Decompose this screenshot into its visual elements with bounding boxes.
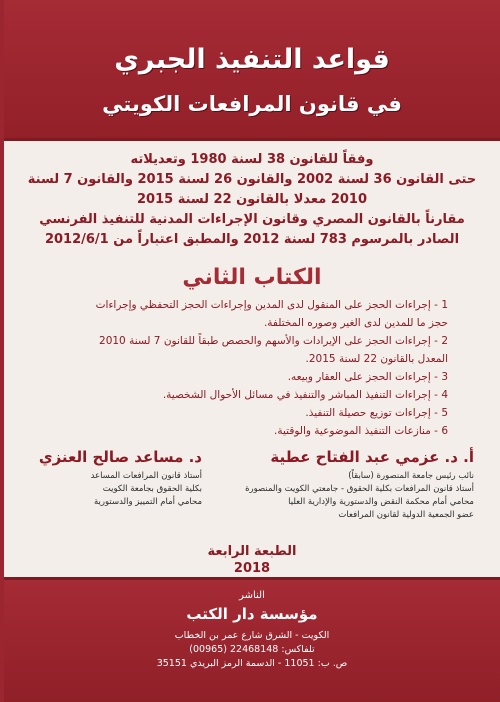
contents-item: 5 - إجراءات توزيع حصيلة التنفيذ.	[305, 407, 448, 419]
publisher-address: الكويت - الشرق شارع عمر بن الخطاب	[174, 630, 330, 641]
publisher-phone: تلفاكس: 22468148 (00965)	[189, 644, 315, 655]
basis-line: وفقاً للقانون 38 لسنة 1980 وتعديلاته	[130, 152, 374, 167]
basis-line: مقارناً بالقانون المصري وقانون الإجراءات المدنية للتنفيذ الفرنسي	[39, 212, 465, 227]
contents-item: حجز ما للمدين لدى الغير وصوره المختلفة.	[263, 317, 448, 329]
basis-line: 2010 معدلا بالقانون 22 لسنة 2015	[137, 192, 367, 207]
contents-item: 4 - إجراءات التنفيذ المباشر والتنفيذ في مسائل الأحوال الشخصية.	[162, 389, 448, 401]
book-title: قواعد التنفيذ الجبري	[114, 44, 390, 75]
author-credential: أستاذ قانون المرافعات بكلية الحقوق - جامعتي الكويت والمنصورة	[245, 484, 474, 494]
basis-line: الصادر بالمرسوم 783 لسنة 2012 والمطبق اعتباراً من 2012/6/1	[44, 232, 460, 247]
publisher-label: الناشر	[239, 590, 265, 601]
author-credential: نائب رئيس جامعة المنصورة (سابقاً)	[348, 471, 474, 481]
edition-label: الطبعة الرابعة	[207, 544, 297, 559]
contents-item: 2 - إجراءات الحجز على الإيرادات والأسهم والحصص طبقاً للقانون 7 لسنة 2010	[99, 335, 448, 347]
contents-item: 3 - إجراءات الحجز على العقار وبيعه.	[287, 371, 448, 383]
author-name: أ. د. عزمي عبد الفتاح عطية	[270, 448, 474, 466]
book-volume-heading: الكتاب الثاني	[182, 265, 322, 290]
contents-item: المعدل بالقانون 22 لسنة 2015.	[305, 353, 448, 365]
author-credential: محامي أمام محكمة النقض والدستورية والإدارية العليا	[288, 497, 474, 507]
author-credential: عضو الجمعية الدولية لقانون المرافعات	[338, 510, 474, 520]
author-name: د. مساعد صالح العنزي	[38, 448, 202, 466]
contents-list	[60, 296, 448, 440]
book-subtitle: في قانون المرافعات الكويتي	[102, 92, 402, 116]
publisher-name: مؤسسة دار الكتب	[186, 605, 318, 623]
publisher-block	[4, 590, 500, 671]
edition-info	[4, 543, 500, 577]
author-primary	[224, 448, 474, 522]
publisher-postal: ص. ب: 11051 - الدسمة الرمز البريدي 35151	[156, 658, 348, 669]
contents-item: 6 - منازعات التنفيذ الموضوعية والوقتية.	[274, 425, 448, 437]
author-credential: بكلية الحقوق بجامعة الكويت	[102, 484, 202, 494]
contents-item: 1 - إجراءات الحجز على المنقول لدى المدين وإجراءات الحجز التحفظي وإجراءات	[95, 299, 448, 311]
author-secondary	[32, 448, 202, 509]
basis-line: حتى القانون 36 لسنة 2002 والقانون 26 لسنة 2015 والقانون 7 لسنة	[27, 172, 477, 187]
author-credential: محامي أمام التمييز والدستورية	[93, 497, 202, 507]
author-credential: أستاذ قانون المرافعات المساعد	[90, 471, 202, 481]
edition-year: 2018	[233, 561, 271, 576]
legal-basis-text	[24, 150, 480, 250]
